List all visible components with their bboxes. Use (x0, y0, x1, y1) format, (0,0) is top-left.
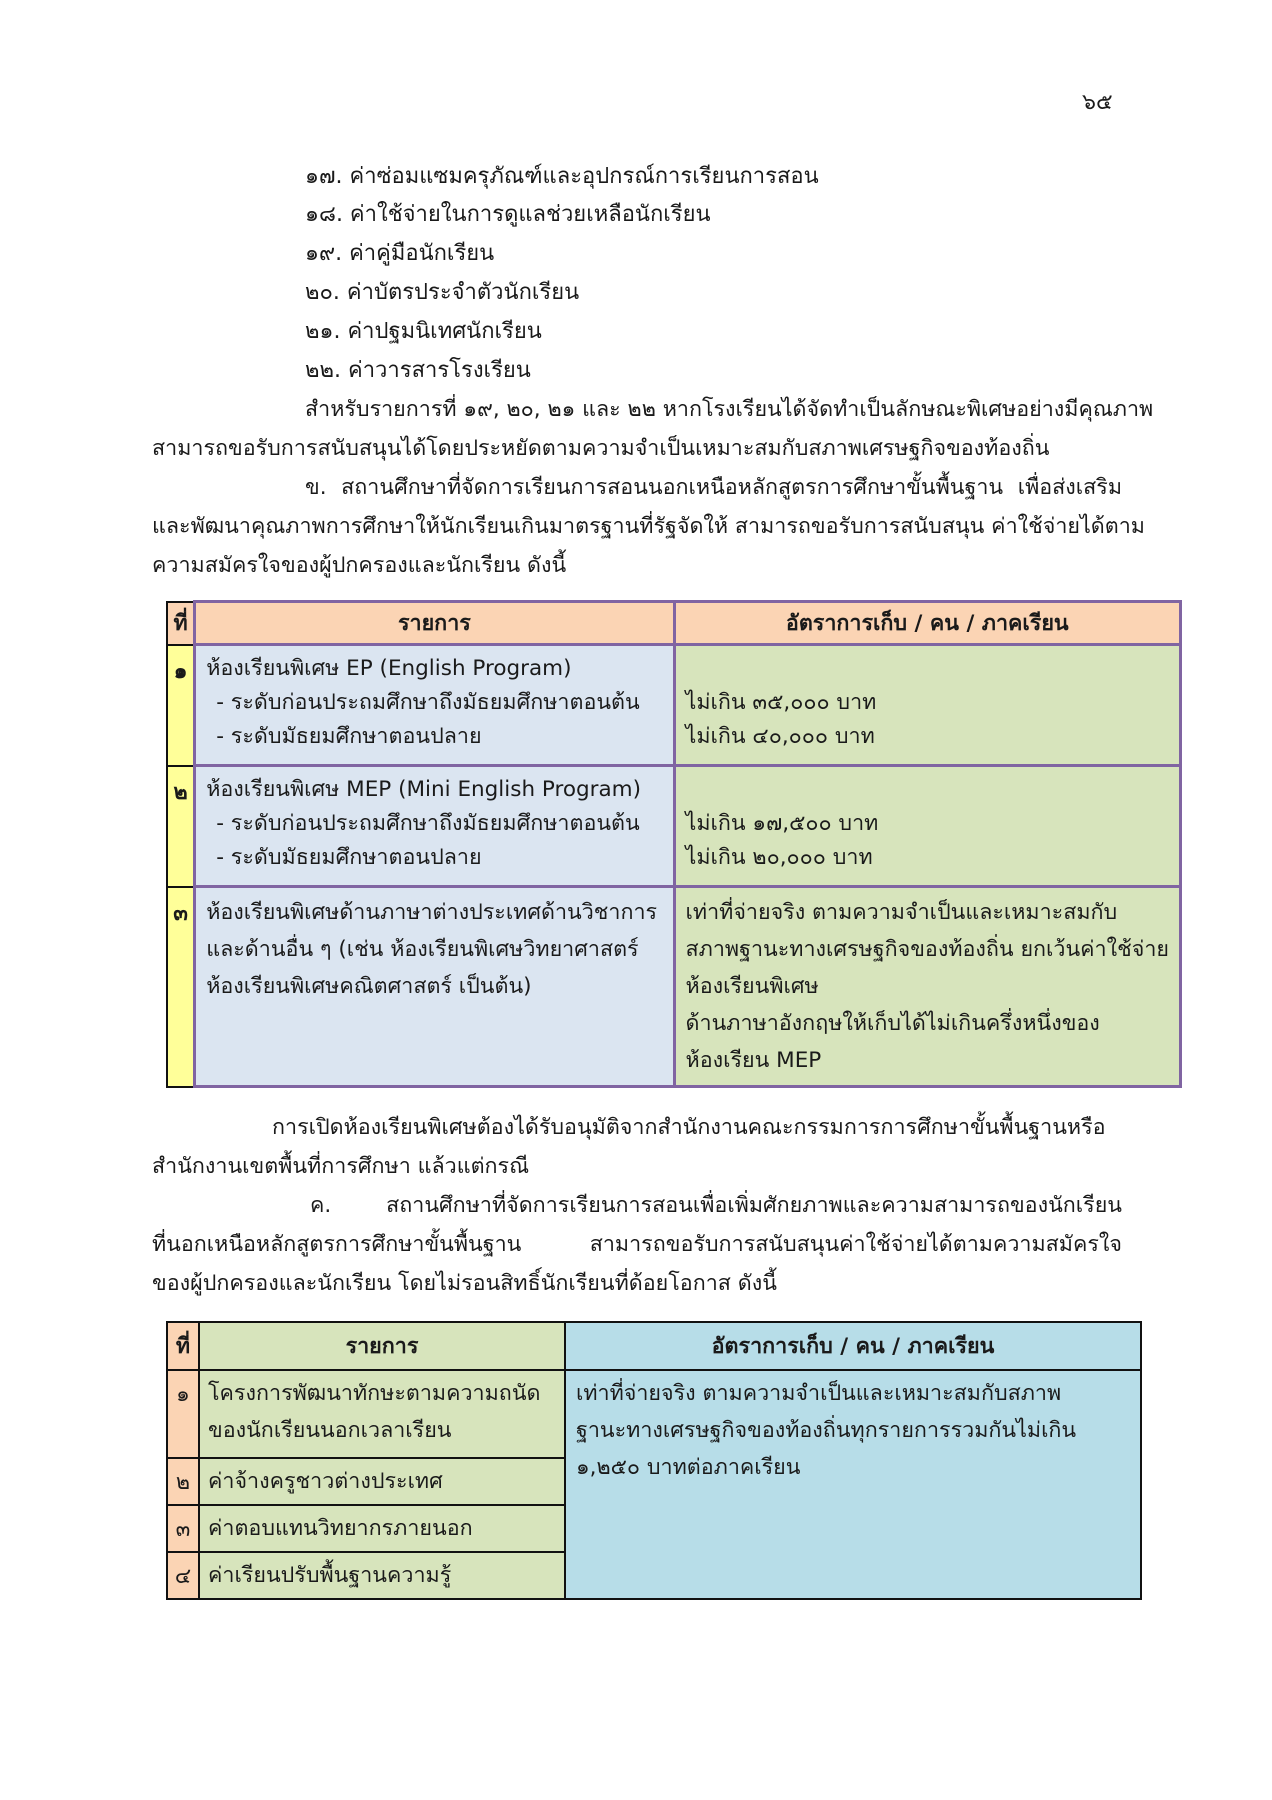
list-item: ๑๗. ค่าซ่อมแซมครุภัณฑ์และอุปกรณ์การเรียนการสอน (305, 164, 819, 189)
rate-line: ไม่เกิน ๓๕,๐๐๐ บาท (685, 690, 877, 715)
item-sub: - ระดับก่อนประถมศึกษาถึงมัธยมศึกษาตอนต้น (216, 690, 640, 715)
item-line: ของนักเรียนนอกเวลาเรียน (208, 1418, 452, 1443)
paragraph-line: สำนักงานเขตพื้นที่การศึกษา แล้วแต่กรณี (152, 1154, 530, 1179)
list-item: ๒๑. ค่าปฐมนิเทศนักเรียน (305, 319, 542, 344)
rate-line: ห้องเรียน MEP (685, 1048, 822, 1073)
item-title: ห้องเรียนพิเศษ MEP (Mini English Program) (206, 777, 642, 802)
rate-line: เท่าที่จ่ายจริง ตามความจำเป็นและเหมาะสมกับ (685, 900, 1118, 925)
table-row (167, 645, 1181, 766)
rate-line: ไม่เกิน ๑๗,๕๐๐ บาท (685, 811, 879, 836)
row-no: ๒ (167, 1458, 199, 1505)
header-no: ที่ (167, 1322, 199, 1370)
row-no: ๓ (167, 1505, 199, 1552)
table-row (167, 887, 1181, 1087)
rate-line: ไม่เกิน ๔๐,๐๐๐ บาท (685, 724, 875, 749)
page-number: ๖๕ (1082, 90, 1113, 115)
table-header-row (167, 602, 1181, 645)
rate-line: เท่าที่จ่ายจริง ตามความจำเป็นและเหมาะสมกับสภาพ (576, 1381, 1062, 1406)
row-no: ๑ (167, 1370, 199, 1458)
list-item: ๑๘. ค่าใช้จ่ายในการดูแลช่วยเหลือนักเรียน (305, 202, 711, 227)
paragraph-line: สำหรับรายการที่ ๑๙, ๒๐, ๒๑ และ ๒๒ หากโรงเรียนได้จัดทำเป็นลักษณะพิเศษอย่างมีคุณภาพ (305, 397, 1154, 422)
header-item: รายการ (195, 602, 674, 645)
item-line: และด้านอื่น ๆ (เช่น ห้องเรียนพิเศษวิทยาศาสตร์ (206, 937, 639, 962)
paragraph-line: และพัฒนาคุณภาพการศึกษาให้นักเรียนเกินมาตรฐานที่รัฐจัดให้ สามารถขอรับการสนับสนุน ค่าใช้จ่ายได้ตาม (152, 514, 1145, 539)
special-classroom-fee-table (166, 600, 1182, 1088)
row-rate (674, 887, 1180, 1087)
item-line: ค่าตอบแทนวิทยากรภายนอก (208, 1516, 473, 1541)
row-no: ๔ (167, 1552, 199, 1599)
item-line: ค่าเรียนปรับพื้นฐานความรู้ (208, 1563, 452, 1588)
header-no: ที่ (167, 602, 195, 645)
row-item (199, 1370, 565, 1458)
list-item: ๒๐. ค่าบัตรประจำตัวนักเรียน (305, 280, 580, 305)
item-line: ห้องเรียนพิเศษด้านภาษาต่างประเทศด้านวิชาการ (206, 900, 658, 925)
row-rate (674, 645, 1180, 766)
table-row (167, 766, 1181, 887)
paragraph-line: ของผู้ปกครองและนักเรียน โดยไม่รอนสิทธิ์นักเรียนที่ด้อยโอกาส ดังนี้ (152, 1271, 777, 1296)
row-item (199, 1458, 565, 1505)
paragraph-line: ความสมัครใจของผู้ปกครองและนักเรียน ดังนี้ (152, 553, 567, 578)
item-line: ค่าจ้างครูชาวต่างประเทศ (208, 1469, 443, 1494)
row-no: ๓ (167, 887, 195, 1087)
row-no: ๒ (167, 766, 195, 887)
header-item: รายการ (199, 1322, 565, 1370)
item-line: ห้องเรียนพิเศษคณิตศาสตร์ เป็นต้น) (206, 974, 532, 999)
list-item: ๑๙. ค่าคู่มือนักเรียน (305, 241, 495, 266)
row-item (199, 1505, 565, 1552)
enrichment-fee-table (166, 1321, 1142, 1600)
header-rate: อัตราการเก็บ / คน / ภาคเรียน (674, 602, 1180, 645)
paragraph-line: ข. สถานศึกษาที่จัดการเรียนการสอนนอกเหนือหลักสูตรการศึกษาขั้นพื้นฐาน เพื่อส่งเสริม (305, 475, 1122, 500)
row-item (195, 887, 674, 1087)
rate-line: ไม่เกิน ๒๐,๐๐๐ บาท (685, 845, 873, 870)
rate-line: ห้องเรียนพิเศษ (685, 974, 819, 999)
paragraph-line: ค. สถานศึกษาที่จัดการเรียนการสอนเพื่อเพิ่มศักยภาพและความสามารถของนักเรียน (310, 1193, 1122, 1218)
row-no: ๑ (167, 645, 195, 766)
shared-rate (565, 1370, 1141, 1599)
item-sub: - ระดับมัธยมศึกษาตอนปลาย (216, 724, 482, 749)
table-row (167, 1370, 1141, 1458)
header-rate: อัตราการเก็บ / คน / ภาคเรียน (565, 1322, 1141, 1370)
paragraph-line: ที่นอกเหนือหลักสูตรการศึกษาขั้นพื้นฐาน สามารถขอรับการสนับสนุนค่าใช้จ่ายได้ตามความสมัครใจ (152, 1232, 1122, 1257)
row-item (195, 645, 674, 766)
list-item: ๒๒. ค่าวารสารโรงเรียน (305, 358, 531, 383)
row-item (199, 1552, 565, 1599)
item-line: โครงการพัฒนาทักษะตามความถนัด (208, 1381, 541, 1406)
item-sub: - ระดับก่อนประถมศึกษาถึงมัธยมศึกษาตอนต้น (216, 811, 640, 836)
paragraph-line: การเปิดห้องเรียนพิเศษต้องได้รับอนุมัติจากสำนักงานคณะกรรมการการศึกษาขั้นพื้นฐานหรือ (272, 1115, 1106, 1140)
item-title: ห้องเรียนพิเศษ EP (English Program) (206, 656, 572, 681)
rate-line: สภาพฐานะทางเศรษฐกิจของท้องถิ่น ยกเว้นค่าใช้จ่าย (685, 937, 1169, 962)
rate-line: ฐานะทางเศรษฐกิจของท้องถิ่นทุกรายการรวมกันไม่เกิน (576, 1418, 1077, 1443)
rate-line: ๑,๒๕๐ บาทต่อภาคเรียน (576, 1455, 801, 1480)
item-sub: - ระดับมัธยมศึกษาตอนปลาย (216, 845, 482, 870)
paragraph-line: สามารถขอรับการสนับสนุนได้โดยประหยัดตามความจำเป็นเหมาะสมกับสภาพเศรษฐกิจของท้องถิ่น (152, 436, 1050, 461)
row-item (195, 766, 674, 887)
rate-line: ด้านภาษาอังกฤษให้เก็บได้ไม่เกินครึ่งหนึ่งของ (685, 1011, 1100, 1036)
row-rate (674, 766, 1180, 887)
table-header-row (167, 1322, 1141, 1370)
